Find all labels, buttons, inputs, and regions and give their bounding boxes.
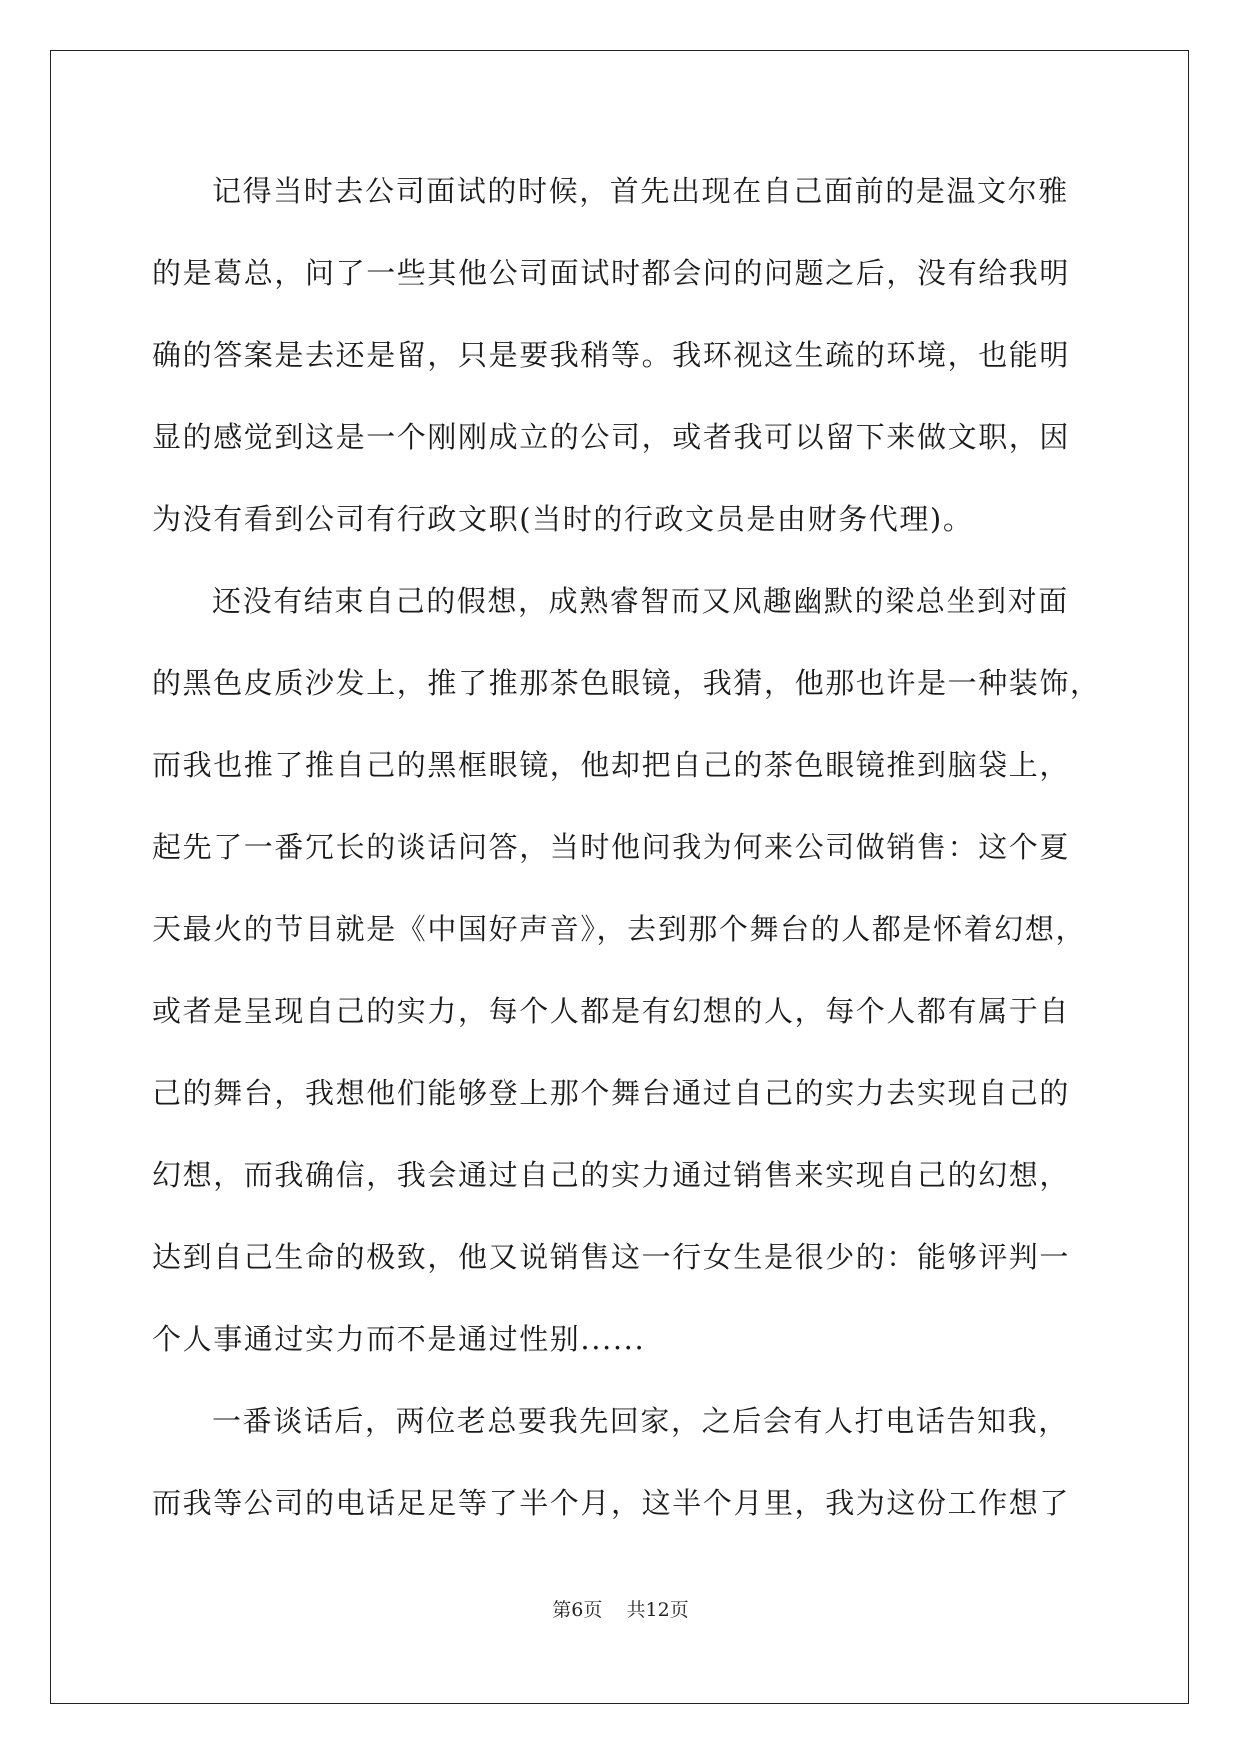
paragraph-line: 显的感觉到这是一个刚刚成立的公司，或者我可以留下来做文职，因 <box>152 420 1071 454</box>
paragraph-line: 起先了一番冗长的谈话问答，当时他问我为何来公司做销售：这个夏 <box>152 830 1071 864</box>
document-body <box>152 158 1101 1552</box>
paragraph-line: 而我等公司的电话足足等了半个月，这半个月里，我为这份工作想了 <box>152 1486 1071 1520</box>
page-total: 共12页 <box>626 1599 689 1621</box>
paragraph-line: 的黑色皮质沙发上，推了推那茶色眼镜，我猜，他那也许是一种装饰， <box>152 666 1101 700</box>
paragraph-line: 己的舞台，我想他们能够登上那个舞台通过自己的实力去实现自己的 <box>152 1076 1071 1110</box>
paragraph-line: 而我也推了推自己的黑框眼镜，他却把自己的茶色眼镜推到脑袋上， <box>152 748 1071 782</box>
paragraph-line: 个人事通过实力而不是通过性别...... <box>152 1322 646 1356</box>
paragraph-line: 的是葛总，问了一些其他公司面试时都会问的问题之后，没有给我明 <box>152 256 1071 290</box>
footer-spacer <box>602 1599 626 1621</box>
paragraph-line: 还没有结束自己的假想，成熟睿智而又风趣幽默的梁总坐到对面 <box>212 584 1069 618</box>
paragraph-line: 一番谈话后，两位老总要我先回家，之后会有人打电话告知我， <box>212 1404 1069 1438</box>
page-number: 第6页 <box>552 1599 603 1621</box>
paragraph-line: 记得当时去公司面试的时候，首先出现在自己面前的是温文尔雅 <box>212 174 1069 208</box>
paragraph-line: 为没有看到公司有行政文职(当时的行政文员是由财务代理)。 <box>152 502 974 536</box>
paragraph-line: 幻想，而我确信，我会通过自己的实力通过销售来实现自己的幻想， <box>152 1158 1071 1192</box>
paragraph-line: 或者是呈现自己的实力，每个人都是有幻想的人，每个人都有属于自 <box>152 994 1071 1028</box>
paragraph-line: 确的答案是去还是留，只是要我稍等。我环视这生疏的环境，也能明 <box>152 338 1071 372</box>
page-footer <box>0 1595 1241 1622</box>
paragraph-line: 达到自己生命的极致，他又说销售这一行女生是很少的：能够评判一 <box>152 1240 1071 1274</box>
paragraph-line: 天最火的节目就是《中国好声音》，去到那个舞台的人都是怀着幻想， <box>152 912 1087 946</box>
